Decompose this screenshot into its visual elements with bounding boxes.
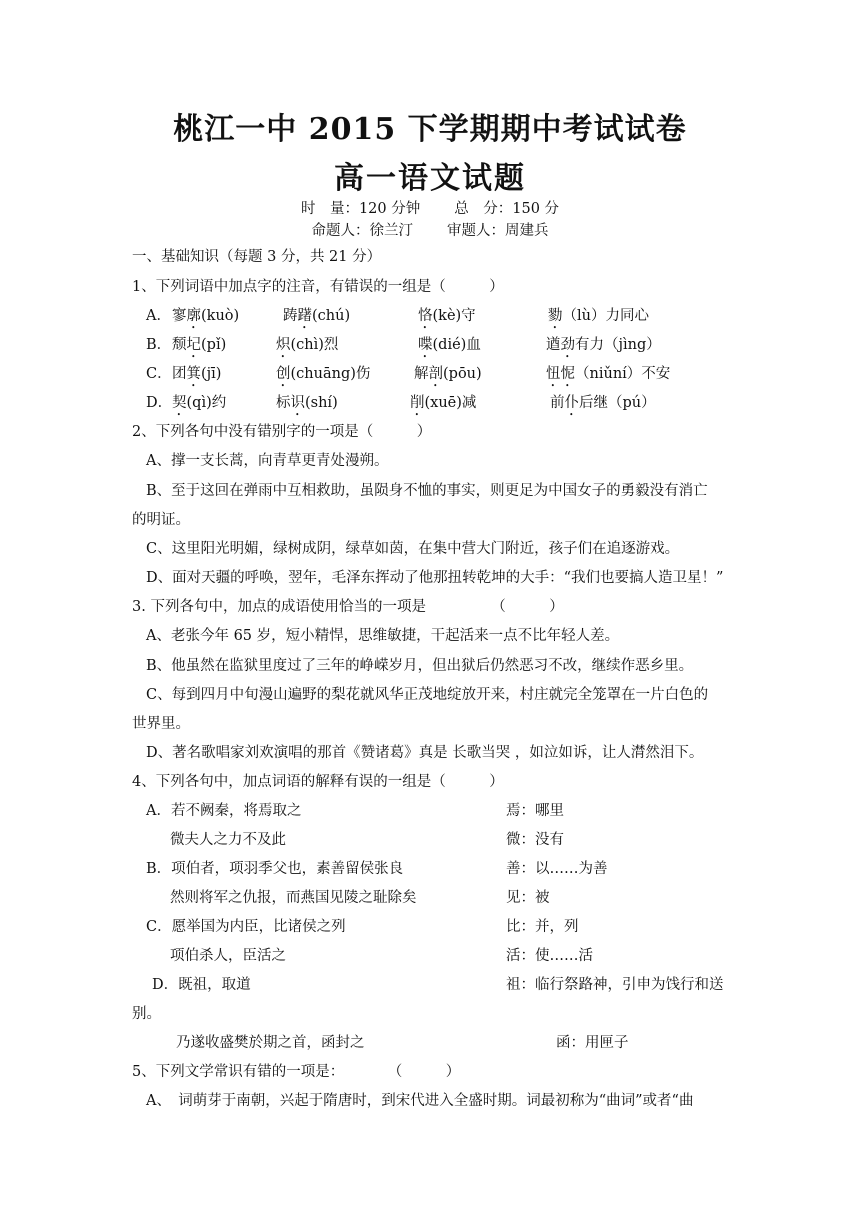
- section-heading: 一、基础知识（每题 3 分，共 21 分）: [132, 249, 382, 265]
- q1-item: 勠（lù）力同心: [548, 308, 649, 324]
- q1-item: 寥廓(kuò): [172, 308, 240, 324]
- q4-gloss: 微：没有: [506, 832, 564, 848]
- q4-sentence: C．愿举国为内臣，比诸侯之列: [146, 919, 346, 935]
- total-label: 总 分：150 分: [454, 201, 560, 217]
- question-3-stem: 3. 下列各句中，加点的成语使用恰当的一项是 （ ）: [132, 599, 564, 615]
- q1-item: 团箕(jī): [172, 366, 222, 382]
- question-1-stem: 1、下列词语中加点字的注音，有错误的一组是（ ）: [132, 279, 504, 295]
- q3-option-d: D、著名歌唱家刘欢演唱的那首《赞诸葛》真是 长歌当哭 ，如泣如诉，让人潸然泪下。: [146, 745, 704, 761]
- q2-option-c: C、这里阳光明媚，绿树成阴，绿草如茵，在集中营大门附近，孩子们在追逐游戏。: [146, 541, 680, 557]
- q3-option-b: B、他虽然在监狱里度过了三年的峥嵘岁月，但出狱后仍然恶习不改，继续作恶乡里。: [146, 658, 694, 674]
- subject-title: 高一语文试题: [334, 161, 526, 196]
- q4-gloss: 焉：哪里: [506, 803, 564, 819]
- exam-title: 桃江一中 2015 下学期期中考试试卷: [173, 112, 687, 147]
- question-2-stem: 2、下列各句中没有错别字的一项是（ ）: [132, 424, 432, 440]
- q4-gloss: 见：被: [506, 890, 550, 906]
- q1-option-label: C．: [146, 366, 172, 382]
- q1-item: 前仆后继（pú）: [550, 395, 656, 411]
- q4-sentence: 微夫人之力不及此: [170, 832, 286, 848]
- q1-item: 标识(shí): [276, 395, 338, 411]
- q1-item: 颓圮(pǐ): [172, 337, 227, 353]
- q1-item: 踌躇(chú): [283, 308, 351, 324]
- q1-item: 遒劲有力（jìng）: [546, 337, 661, 353]
- q1-item: 炽(chì)烈: [276, 337, 339, 353]
- q1-option-label: D．: [146, 395, 173, 411]
- q4-gloss: 函：用匣子: [556, 1035, 629, 1051]
- q1-option-label: B．: [146, 337, 172, 353]
- q2-option-b-cont: 的明证。: [132, 512, 190, 528]
- time-label: 时 量：120 分钟: [300, 201, 421, 217]
- q1-item: 解剖(pōu): [414, 366, 482, 382]
- q4-gloss: 比：并，列: [506, 919, 579, 935]
- question-5-stem: 5、下列文学常识有错的一项是： （ ）: [132, 1064, 461, 1080]
- q2-option-d: D、面对天疆的呼唤，翌年，毛泽东挥动了他那扭转乾坤的大手：“我们也要搞人造卫星！”: [146, 570, 724, 586]
- q4-sentence: 乃遂收盛樊於期之首，函封之: [176, 1035, 365, 1051]
- q4-sentence: D．既祖，取道: [152, 977, 251, 993]
- q4-sentence: B．项伯者，项羽季父也，素善留侯张良: [146, 861, 404, 877]
- q3-option-a: A、老张今年 65 岁，短小精悍，思维敏捷，干起活来一点不比年轻人差。: [146, 628, 620, 644]
- q4-gloss: 活：使……活: [506, 948, 593, 964]
- q4-sentence: 然则将军之仇报，而燕国见陵之耻除矣: [170, 890, 417, 906]
- q2-option-b: B、至于这回在弹雨中互相救助，虽陨身不恤的事实，则更足为中国女子的勇毅没有消亡: [146, 483, 708, 499]
- q4-sentence: A．若不阙秦，将焉取之: [146, 803, 302, 819]
- author-label: 命题人：徐兰汀: [311, 223, 413, 239]
- exam-meta-authors: [0, 219, 860, 240]
- q1-item: 忸怩（niǔní）不安: [546, 366, 671, 382]
- q1-item: 契(qì)约: [172, 395, 227, 411]
- reviewer-label: 审题人：周建兵: [447, 223, 549, 239]
- q2-option-a: A、撑一支长蒿，向青草更青处漫朔。: [146, 453, 389, 469]
- q1-item: 恪(kè)守: [418, 308, 476, 324]
- q4-gloss: 善：以……为善: [506, 861, 608, 877]
- q4-gloss-wrap: 别。: [132, 1006, 161, 1022]
- q3-option-c-cont: 世界里。: [132, 716, 190, 732]
- q1-item: 创(chuāng)伤: [276, 366, 371, 382]
- q4-sentence: 项伯杀人，臣活之: [170, 948, 286, 964]
- question-4-stem: 4、下列各句中，加点词语的解释有误的一组是（ ）: [132, 774, 504, 790]
- q4-gloss: 祖：临行祭路神，引申为饯行和送: [506, 977, 724, 993]
- q1-option-label: A．: [146, 308, 171, 324]
- q3-option-c: C、每到四月中旬漫山遍野的梨花就风华正茂地绽放开来，村庄就完全笼罩在一片白色的: [146, 687, 709, 703]
- q1-item: 喋(dié)血: [418, 337, 481, 353]
- q5-option-a: A、 词萌芽于南朝，兴起于隋唐时，到宋代进入全盛时期。词最初称为“曲词”或者“曲: [146, 1093, 694, 1109]
- q1-item: 削(xuē)减: [410, 395, 477, 411]
- exam-meta-time: [0, 197, 860, 218]
